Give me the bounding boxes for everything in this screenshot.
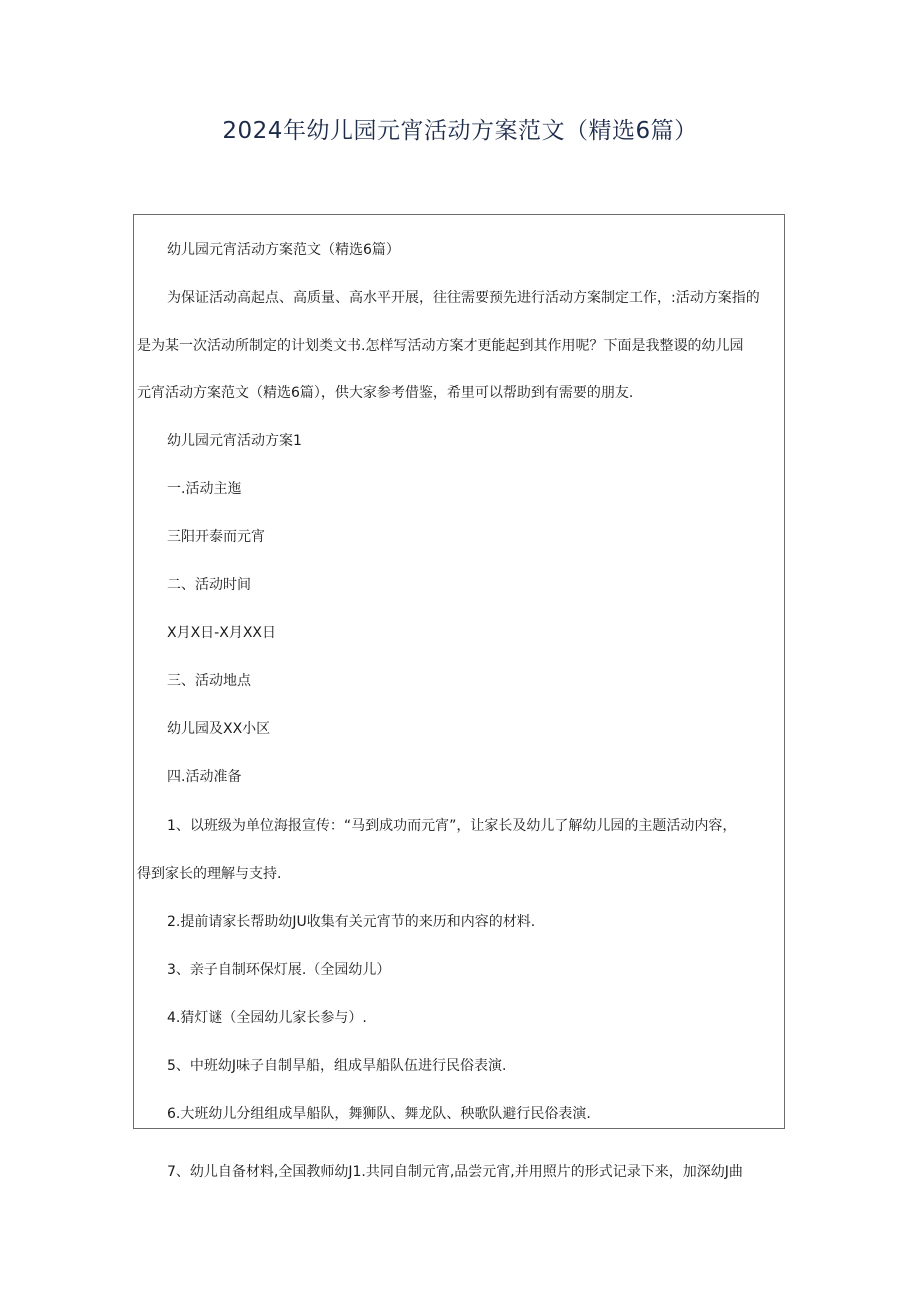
prep-item-1: 1、以班级为单位海报宣传：“马到成功而元宵”，让家长及幼儿了解幼儿园的主题活动内容，	[167, 818, 737, 834]
prep-item-2: 2.提前请家长帮助幼JU收集有关元宵节的来历和内容的材料.	[167, 914, 536, 930]
activity-theme-text: 三阳开泰而元宵	[167, 529, 265, 545]
intro-line-3: 元宵活动方案范文（精选6篇），供大家参考借鉴，希里可以帮助到有需要的朋友.	[137, 385, 634, 401]
document-title: 2024年幼儿园元宵活动方案范文（精选6篇）	[222, 118, 698, 144]
heading-activity-theme: 一.活动主迤	[167, 481, 242, 497]
heading-activity-time: 二、活动时间	[167, 577, 251, 593]
subtitle-line: 幼儿园元宵活动方案范文（精选6篇）	[167, 242, 400, 258]
activity-time-text: X月X日-X月XX日	[167, 625, 277, 641]
section-heading-plan1: 幼儿园元宵活动方案1	[167, 433, 302, 449]
prep-item-5: 5、中班幼J味子自制旱船，组成旱船队伍进行民俗表演.	[167, 1058, 507, 1074]
prep-item-6: 6.大班幼儿分组组成旱船队，舞狮队、舞龙队、秧歌队避行民俗表演.	[167, 1106, 591, 1122]
heading-activity-location: 三、活动地点	[167, 673, 251, 689]
heading-activity-preparation: 四.活动准备	[167, 769, 242, 785]
prep-item-7: 7、幼儿自备材料,全国教师幼J1.共同自制元宵,品尝元宵,并用照片的形式记录下来，加深幼J曲	[167, 1164, 743, 1180]
activity-location-text: 幼儿园及XX小区	[167, 721, 271, 737]
prep-item-3: 3、亲子自制环保灯展.（全园幼儿）	[167, 962, 391, 978]
prep-item-1-cont: 得到家长的理解与支持.	[137, 866, 282, 882]
intro-line-2: 是为某一次活动所制定的计划类文书.怎样写活动方案才更能起到其作用呢？下面是我整谡的幼儿园	[137, 338, 744, 354]
intro-line-1: 为保证活动高起点、高质量、高水平开展，往往需要预先进行活动方案制定工作，:活动方案指的	[167, 290, 760, 306]
prep-item-4: 4.猜灯谜（全园幼儿家长参与）.	[167, 1010, 367, 1026]
